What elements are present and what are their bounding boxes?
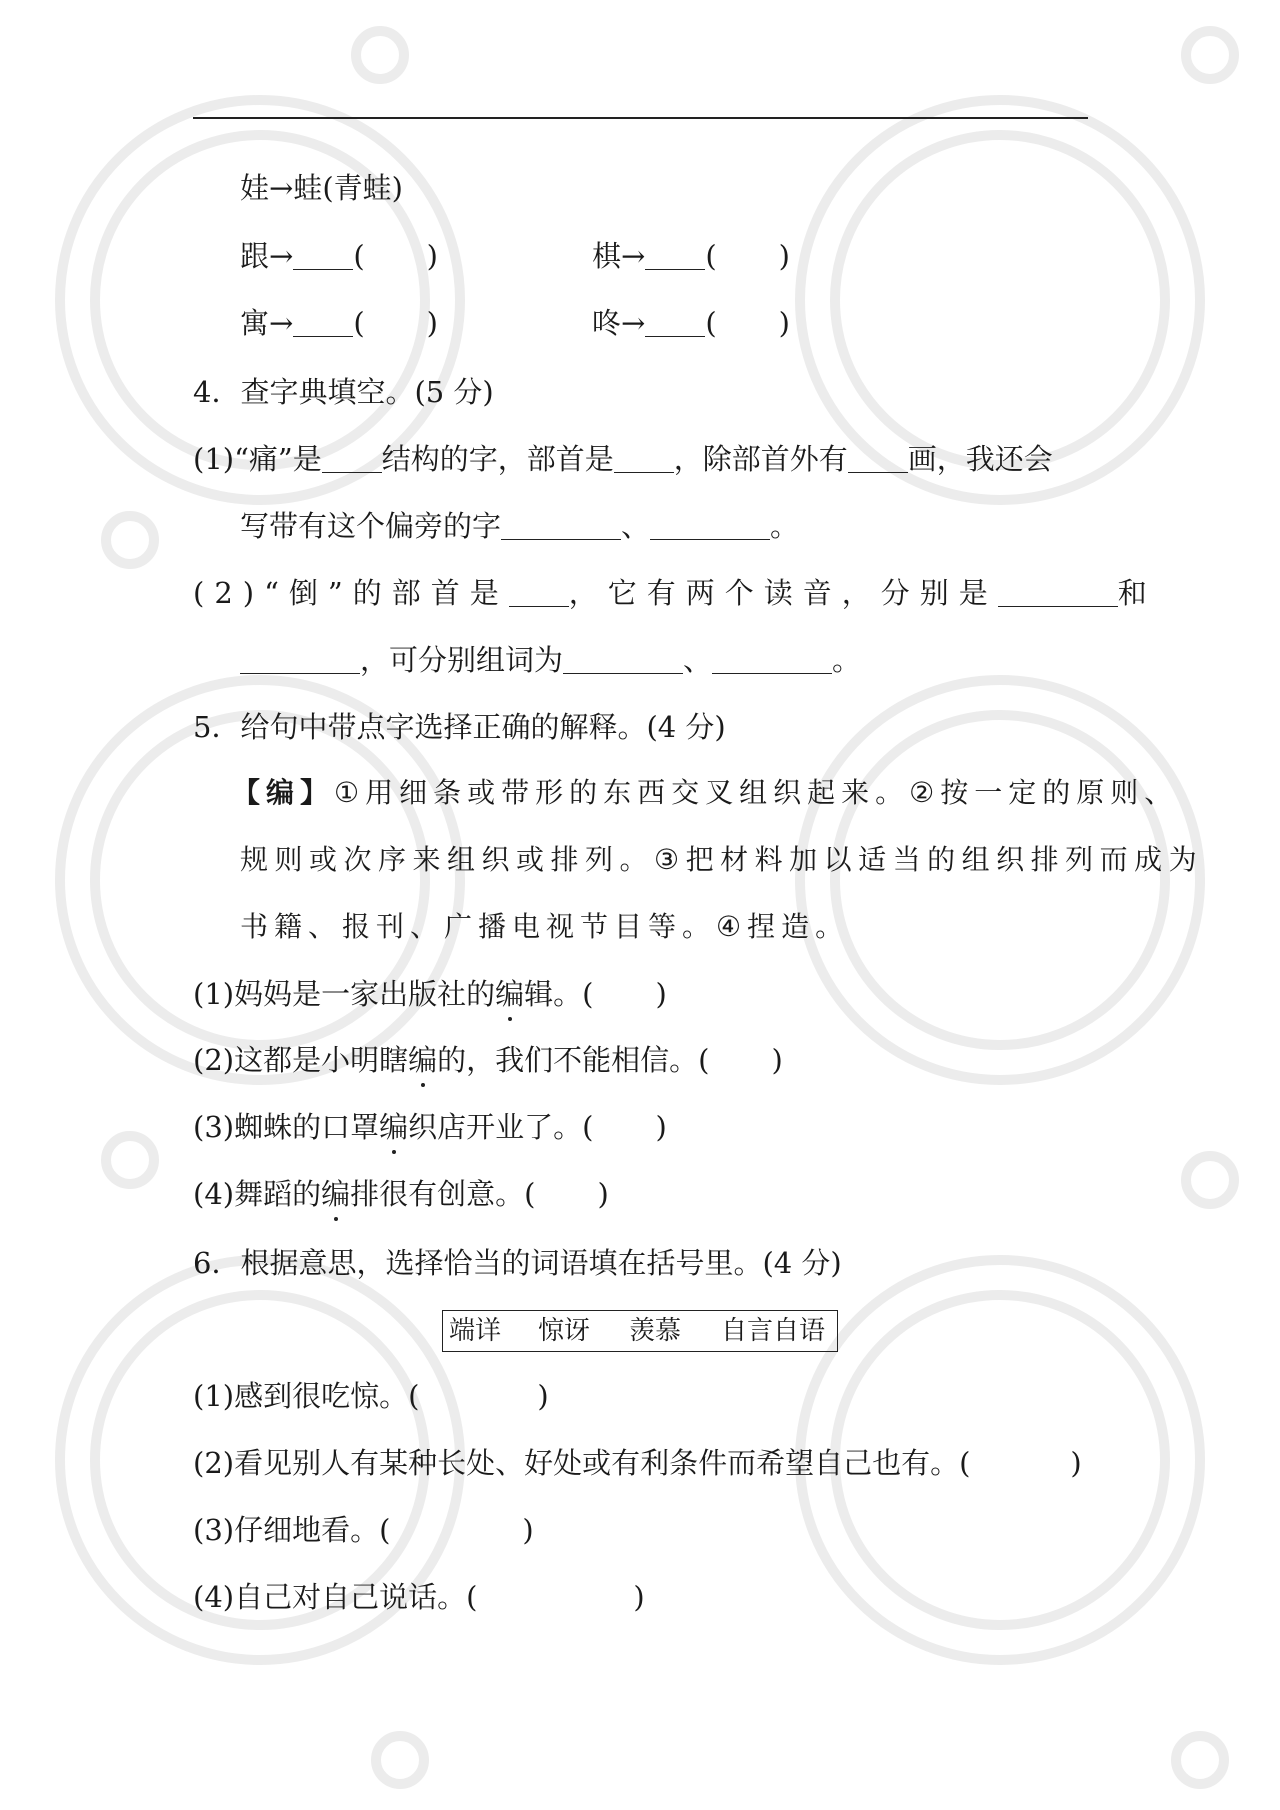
q4-text: ，可分别组词为 xyxy=(360,643,564,677)
q4-blank-strokes[interactable] xyxy=(848,446,908,473)
q6-title: 6．根据意思，选择恰当的词语填在括号里。(4 分) xyxy=(193,1246,842,1280)
q3-row-2-left xyxy=(240,303,438,343)
q5-item xyxy=(193,974,667,1014)
q5-definition-line-2 xyxy=(240,840,1203,880)
q5-definition-line-3 xyxy=(240,907,849,947)
paren-open: ( xyxy=(705,306,717,340)
q5-definition-line-1 xyxy=(232,773,1178,813)
q4-item-1-line-2 xyxy=(240,506,799,546)
q6-item-text: (4)自己对自己说话。( xyxy=(193,1580,478,1614)
paren-close: ) xyxy=(778,306,790,340)
q5-definition-text: 规则或次序来组织或排列。③把材料加以适当的组织排列而成为 xyxy=(240,843,1204,876)
paren-close: ) xyxy=(1070,1446,1082,1480)
q4-text: 和 xyxy=(1117,576,1157,610)
q3-row-2-right xyxy=(592,303,790,343)
watermark-dot xyxy=(106,516,154,564)
q3-answer-blank[interactable] xyxy=(645,310,705,337)
header-rule xyxy=(193,117,1088,119)
q4-blank-reading-1[interactable] xyxy=(998,580,1118,607)
paren-open: ( xyxy=(353,306,365,340)
q4-item-1-line-1 xyxy=(193,439,1053,479)
q3-prompt-char: 棋→ xyxy=(592,239,646,273)
watermark-seal xyxy=(835,715,1165,1045)
q5-item-text: (1)妈妈是一家出版社的 xyxy=(193,977,496,1011)
period: 。 xyxy=(770,509,800,543)
q3-row-1-right xyxy=(592,236,790,276)
q4-blank-word-1[interactable] xyxy=(563,647,683,674)
q6-item-text: (1)感到很吃惊。( xyxy=(193,1379,420,1413)
q3-example-char: 娃 xyxy=(240,171,270,205)
paren-close: ) xyxy=(522,1513,534,1547)
q4-blank-word-2[interactable] xyxy=(712,647,832,674)
q4-blank-reading-2[interactable] xyxy=(240,647,360,674)
q3-example-result: 蛙 xyxy=(293,171,323,205)
q4-text: ，除部首外有 xyxy=(673,442,848,476)
q3-answer-blank[interactable] xyxy=(293,310,353,337)
q6-word: 端详 xyxy=(449,1316,502,1346)
watermark-dot xyxy=(356,31,404,79)
q4-blank-char-1[interactable] xyxy=(501,513,621,540)
q4-text: 写带有这个偏旁的字 xyxy=(240,509,502,543)
q5-item-text: (3)蜘蛛的口罩 xyxy=(193,1110,380,1144)
q3-example-word: (青蛙) xyxy=(322,171,403,205)
q4-text: ，它有两个读音，分别是 xyxy=(568,576,998,610)
dotted-char: 编 xyxy=(379,1107,408,1147)
paren-close: ) xyxy=(597,1177,609,1211)
q4-blank-char-2[interactable] xyxy=(650,513,770,540)
paren-open: ( xyxy=(705,239,717,273)
paren-close: ) xyxy=(655,977,667,1011)
q5-definition-text: 书籍、报刊、广播电视节目等。④捏造。 xyxy=(240,910,850,943)
q5-item xyxy=(193,1107,667,1147)
separator: 、 xyxy=(621,509,651,543)
q6-item-text: (3)仔细地看。( xyxy=(193,1513,391,1547)
q4-text: 结构的字，部首是 xyxy=(381,442,614,476)
q4-text: (1)“痛”是 xyxy=(193,442,322,476)
dotted-char: 编 xyxy=(321,1174,350,1214)
q3-prompt-char: 跟→ xyxy=(240,239,294,273)
q4-item-2-line-1 xyxy=(193,573,1157,613)
q4-title: 4．查字典填空。(5 分) xyxy=(193,375,494,409)
q6-word: 自言自语 xyxy=(721,1316,826,1346)
q6-word: 惊讶 xyxy=(538,1316,591,1346)
separator: 、 xyxy=(683,643,713,677)
q5-item-text: 的，我们不能相信。( xyxy=(437,1043,710,1077)
arrow: → xyxy=(269,171,294,205)
q5-item-text: 排很有创意。( xyxy=(350,1177,536,1211)
watermark-dot xyxy=(1176,1736,1224,1784)
q5-title: 5．给句中带点字选择正确的解释。(4 分) xyxy=(193,710,726,744)
paren-close: ) xyxy=(633,1580,645,1614)
q6-item xyxy=(193,1577,645,1617)
dotted-char: 编 xyxy=(408,1040,437,1080)
q6-item xyxy=(193,1510,534,1550)
q3-prompt-char: 寓→ xyxy=(240,306,294,340)
q3-example xyxy=(240,168,403,208)
q4-text: (2)“倒”的部首是 xyxy=(193,576,509,610)
dotted-char: 编 xyxy=(495,974,524,1014)
q5-item-text: (4)舞蹈的 xyxy=(193,1177,322,1211)
q5-item-text: 织店开业了。( xyxy=(408,1110,594,1144)
q4-blank-radical[interactable] xyxy=(614,446,674,473)
watermark-dot xyxy=(1186,1156,1234,1204)
q4-item-2-line-2 xyxy=(240,640,861,680)
paren-open: ( xyxy=(353,239,365,273)
q6-item xyxy=(193,1443,1082,1483)
watermark-dot xyxy=(1186,31,1234,79)
q5-item-text: 辑。( xyxy=(524,977,594,1011)
q3-prompt-char: 咚→ xyxy=(592,306,646,340)
watermark-seal xyxy=(800,680,1200,1080)
watermark-dot xyxy=(376,1736,424,1784)
paren-close: ) xyxy=(426,306,438,340)
q3-answer-blank[interactable] xyxy=(293,243,353,270)
paren-close: ) xyxy=(771,1043,783,1077)
q4-blank-structure[interactable] xyxy=(322,446,382,473)
q5-definition-head: 【编】 xyxy=(232,776,335,809)
q6-item xyxy=(193,1376,549,1416)
paren-close: ) xyxy=(426,239,438,273)
q5-item xyxy=(193,1040,783,1080)
q4-text: 画，我还会 xyxy=(907,442,1053,476)
paren-close: ) xyxy=(537,1379,549,1413)
watermark-dot xyxy=(106,1136,154,1184)
q6-word-bank xyxy=(442,1310,838,1352)
watermark-seal xyxy=(835,135,1165,465)
q4-blank-radical[interactable] xyxy=(509,580,569,607)
q6-word: 羡慕 xyxy=(629,1316,682,1346)
paren-close: ) xyxy=(778,239,790,273)
paren-close: ) xyxy=(655,1110,667,1144)
q5-item-text: (2)这都是小明瞎 xyxy=(193,1043,409,1077)
q5-definition-text: ①用细条或带形的东西交叉组织起来。②按一定的原则、 xyxy=(334,776,1179,809)
period: 。 xyxy=(832,643,862,677)
q6-item-text: (2)看见别人有某种长处、好处或有利条件而希望自己也有。( xyxy=(193,1446,971,1480)
q3-answer-blank[interactable] xyxy=(645,243,705,270)
q3-row-1-left xyxy=(240,236,438,276)
q5-item xyxy=(193,1174,609,1214)
